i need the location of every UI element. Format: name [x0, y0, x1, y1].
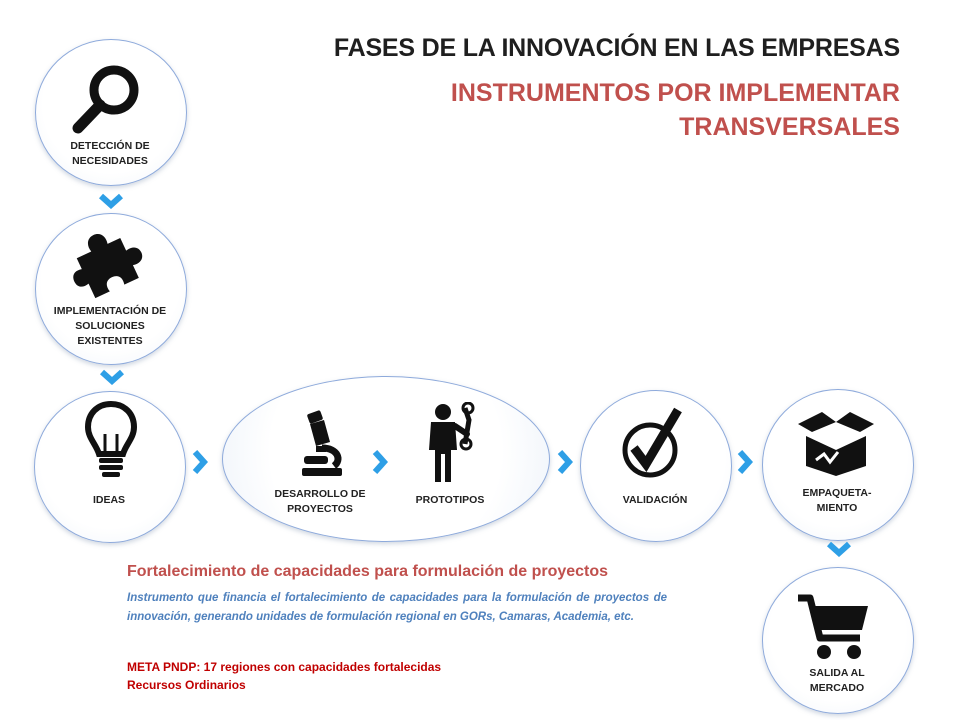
box-icon: [794, 410, 878, 478]
subtitle-line-2: TRANSVERSALES: [679, 113, 900, 141]
chevron-right-icon: [557, 449, 573, 475]
page-subtitle: [380, 76, 900, 144]
lightbulb-icon: [84, 400, 138, 482]
label-desarrollo: DESARROLLO DE PROYECTOS: [274, 488, 366, 515]
instrument-heading: Fortalecimiento de capacidades para formulación de proyectos: [127, 563, 609, 580]
worker-icon: [421, 402, 479, 484]
instrument-description: Instrumento que financia el fortalecimiento de capacidades para la formulación de proyectos de innovación, generando unidades de formulación regional en GORs, Camaras, Academia, etc.: [127, 592, 667, 623]
microscope-icon: [298, 408, 346, 478]
checkmark-icon: [620, 404, 690, 480]
label-implementacion: IMPLEMENTACIÓN DE SOLUCIONES EXISTENTES: [53, 305, 167, 347]
chevron-right-icon: [737, 449, 753, 475]
chevron-right-icon: [192, 449, 208, 475]
resources-label: Recursos Ordinarios: [127, 678, 246, 692]
subtitle-line-1: INSTRUMENTOS POR IMPLEMENTAR: [450, 79, 900, 107]
puzzle-icon: [68, 228, 146, 300]
label-deteccion: DETECCIÓN DE NECESIDADES: [70, 140, 150, 167]
chevron-down-icon: [98, 193, 124, 209]
chevron-down-icon: [99, 369, 125, 385]
chevron-down-icon: [826, 541, 852, 557]
label-validacion: VALIDACIÓN: [622, 494, 688, 506]
chevron-right-icon: [372, 449, 388, 475]
page-title: FASES DE LA INNOVACIÓN EN LAS EMPRESAS: [333, 34, 900, 62]
meta-pndp: META PNDP: 17 regiones con capacidades fortalecidas: [127, 660, 442, 674]
label-prototipos: PROTOTIPOS: [415, 494, 485, 506]
cart-icon: [796, 592, 872, 662]
label-ideas: IDEAS: [92, 494, 126, 506]
label-empaquetamiento: EMPAQUETA- MIENTO: [802, 487, 872, 514]
label-salida: SALIDA AL MERCADO: [809, 667, 865, 694]
magnifier-icon: [66, 60, 146, 140]
